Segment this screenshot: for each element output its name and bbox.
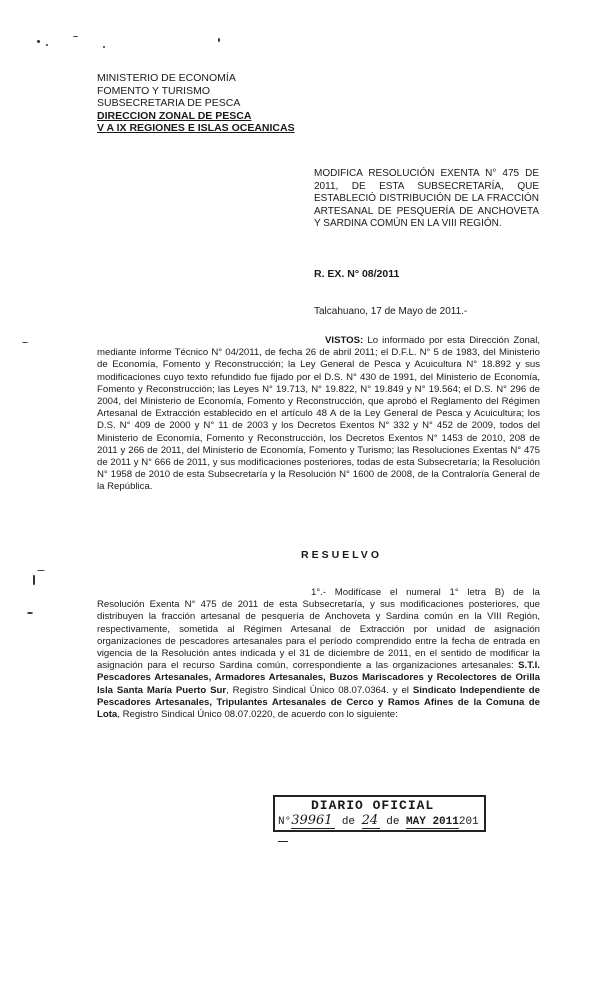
scan-speck (27, 612, 33, 614)
stamp-number: 39961 (291, 813, 335, 829)
resuelvo-title: RESUELVO (301, 549, 382, 561)
scan-speck (22, 342, 28, 343)
header-line: FOMENTO Y TURISMO (97, 84, 210, 97)
scan-speck (103, 46, 105, 48)
issuer-header (97, 72, 295, 135)
stamp-day: 24 (361, 813, 379, 828)
resolution-text: 1°.- Modifícase el numeral 1° letra B) de la Resolución Exenta N° 475 de 2011 de esta Subsecretaría, y sus modificaciones posteriores, que distribuyen la fracción artesanal de pesquería de Anchoveta y Sardina común en la VIII Región, respectivamente, sometida al Régimen Artesanal de Extracción por unidad de asignación organizaciones de pescadores artesanales para el período comprendido entre la fecha de entrada en vigencia de la Resolución antes indicada y el 31 de diciembre de 2011, en el sentido de modificar la asignación para el recurso Sardina común, correspondiente a las organizaciones artesanales: (97, 587, 540, 672)
header-line: SUBSECRETARIA DE PESCA (97, 97, 241, 109)
scan-speck (33, 575, 35, 585)
place-date: Talcahuano, 17 de Mayo de 2011.- (314, 306, 468, 317)
vistos-label: VISTOS: (325, 335, 364, 346)
stamp-blank (278, 829, 288, 842)
organization-name: Sindicato Independiente de Pescadores Artesanales, Tripulantes Artesanales de Cerco y Ramos Afines de la Comuna de Lota (97, 684, 540, 721)
stamp-year-suffix: 201 (458, 816, 479, 828)
scan-speck (37, 570, 45, 571)
stamp-de: de (386, 816, 400, 828)
scan-speck (218, 38, 220, 42)
vistos-paragraph (97, 335, 540, 494)
resolution-number: R. EX. N° 08/2011 (314, 268, 400, 280)
resolution-text: , Registro Sindical Único 08.07.0364. y el (226, 684, 413, 696)
header-line: MINISTERIO DE ECONOMÍA (97, 72, 236, 84)
resolution-summary: MODIFICA RESOLUCIÓN EXENTA N° 475 DE 2011, DE ESTA SUBSECRETARÍA, QUE ESTABLECIÓ DISTRIBUCIÓN DE LA FRACCIÓN ARTESANAL DE PESQUERÍA DE ANCHOVETA Y SARDINA COMÚN EN LA VIII REGIÓN. (314, 168, 539, 229)
stamp-no-label: N° (278, 816, 292, 828)
vistos-text: Lo informado por esta Dirección Zonal, mediante informe Técnico N° 04/2011, de fecha 26 de abril 2011; el D.F.L. N° 5 de 1983, del Ministerio de Economía, Fomento y Reconstrucción; la Ley General de Pesca y Acuicultura N° 18.892 y sus modificaciones cuyo texto refundido fue fijado por el D.S. N° 430 de 1991, del Ministerio de Economía, Fomento y Reconstrucción; las Leyes N° 19.713, N° 19.822, N° 19.849 y N° 19.564; el D.S. N° 296 de 2004, del Ministerio de Economía, Fomento y Reconstrucción, que aprobó el Reglamento del Régimen Artesanal de Extracción establecido en el artículo 48 A de la Ley General de Pesca y Acuicultura; los D.S. N° 409 de 2000 y N° 11 de 2003 y los Decretos Exentos N° 332 y N° 452 de 2009, todos del Ministerio de Economía, Fomento y Reconstrucción, los Decretos Exentos N° 1453 de 2010, 208 de 2011 y 266 de 2011, del Ministerio de Economía, Fomento y Turismo; las Resoluciones Exentas N° 475 de 2011 y N° 666 de 2011, y sus modificaciones posteriores, todas de esta Subsecretaría; la Resolución N° 1958 de 2010 de esta Subsecretaría y la Resolución N° 1600 de 2008, de la Contraloría General de la República. (97, 335, 540, 493)
stamp-de: de (341, 816, 356, 828)
stamp-month-year: MAY 2011 (406, 816, 459, 828)
resolution-text: , Registro Sindical Único 08.07.0220, de acuerdo con lo siguiente: (117, 709, 398, 721)
stamp-line (278, 813, 484, 842)
organization-name: S.T.I. Pescadores Artesanales, Armadores Artesanales, Buzos Mariscadores y Recolectores de Orilla Isla Santa María Puerto Sur (97, 660, 540, 696)
header-line: DIRECCION ZONAL DE PESCA (97, 109, 252, 122)
scan-speck (37, 40, 40, 43)
diario-oficial-stamp (273, 795, 486, 832)
stamp-title: DIARIO OFICIAL (311, 798, 435, 813)
header-line: V A IX REGIONES E ISLAS OCEANICAS (97, 122, 295, 134)
scan-speck (73, 36, 78, 37)
resolution-paragraph (97, 587, 540, 721)
scan-speck (46, 44, 48, 46)
